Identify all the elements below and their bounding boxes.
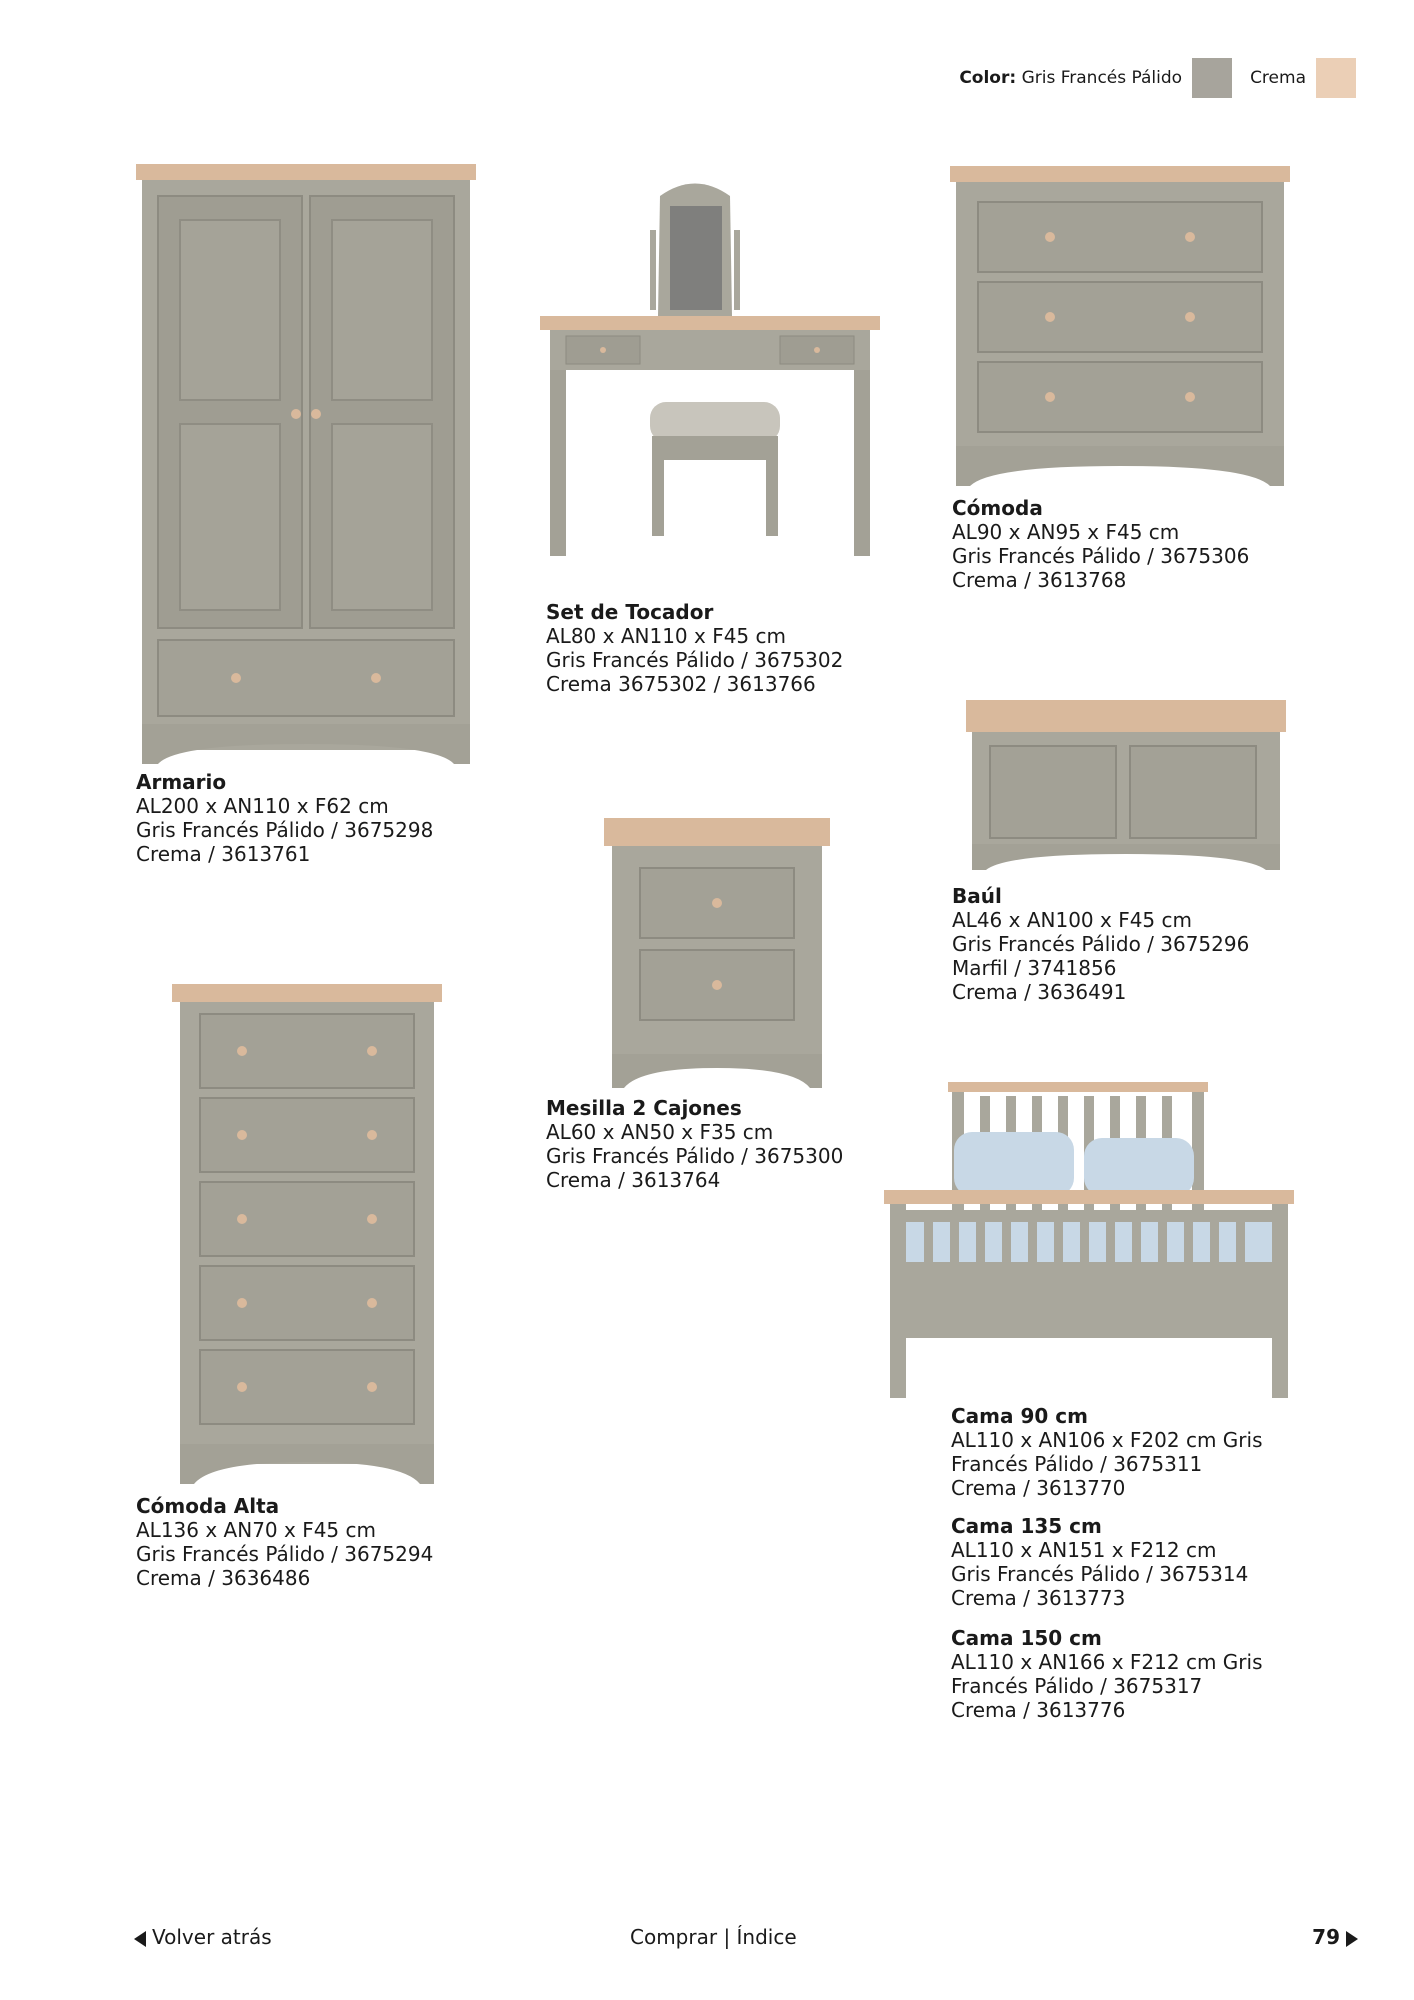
- mesilla-info: [546, 1096, 843, 1192]
- cama150-info: [951, 1626, 1262, 1722]
- next-page-link[interactable]: [1312, 1925, 1358, 1949]
- tocador-ref-gris[interactable]: Gris Francés Pálido / 3675302: [546, 648, 844, 672]
- comoda-alta-ref-crema[interactable]: Crema / 3636486: [136, 1566, 311, 1590]
- cama-image: [884, 1082, 1294, 1398]
- cama90-title: Cama 90 cm: [951, 1404, 1088, 1428]
- cama135-info: [951, 1514, 1248, 1610]
- mesilla-title: Mesilla 2 Cajones: [546, 1096, 742, 1120]
- mesilla-ref-gris[interactable]: Gris Francés Pálido / 3675300: [546, 1144, 844, 1168]
- comoda-ref-gris[interactable]: Gris Francés Pálido / 3675306: [952, 544, 1250, 568]
- swatch-gris[interactable]: [1192, 58, 1232, 98]
- tocador-ref-crema[interactable]: Crema 3675302 / 3613766: [546, 672, 816, 696]
- cama150-ref-gris[interactable]: Francés Pálido / 3675317: [951, 1674, 1203, 1698]
- cama150-title: Cama 150 cm: [951, 1626, 1102, 1650]
- cama135-ref-crema[interactable]: Crema / 3613773: [951, 1586, 1126, 1610]
- crema-label: Crema: [1250, 68, 1306, 88]
- tocador-image: [540, 166, 890, 566]
- tocador-info: [546, 600, 843, 696]
- comoda-alta-title: Cómoda Alta: [136, 1494, 280, 1518]
- baul-title: Baúl: [952, 884, 1002, 908]
- tocador-dims: AL80 x AN110 x F45 cm: [546, 624, 786, 648]
- baul-ref-marfil[interactable]: Marfil / 3741856: [952, 956, 1117, 980]
- armario-ref-gris[interactable]: Gris Francés Pálido / 3675298: [136, 818, 434, 842]
- mesilla-dims: AL60 x AN50 x F35 cm: [546, 1120, 774, 1144]
- back-link[interactable]: [134, 1925, 272, 1949]
- baul-ref-crema[interactable]: Crema / 3636491: [952, 980, 1127, 1004]
- mesilla-ref-crema[interactable]: Crema / 3613764: [546, 1168, 721, 1192]
- armario-title: Armario: [136, 770, 227, 794]
- cama90-info: [951, 1404, 1262, 1500]
- armario-image: [136, 164, 476, 764]
- baul-dims: AL46 x AN100 x F45 cm: [952, 908, 1192, 932]
- cama90-dims: AL110 x AN106 x F202 cm Gris: [951, 1428, 1263, 1452]
- color-selector: [959, 58, 1356, 98]
- armario-dims: AL200 x AN110 x F62 cm: [136, 794, 389, 818]
- footer-nav[interactable]: [630, 1925, 797, 1949]
- cama135-ref-gris[interactable]: Gris Francés Pálido / 3675314: [951, 1562, 1249, 1586]
- comoda-alta-ref-gris[interactable]: Gris Francés Pálido / 3675294: [136, 1542, 434, 1566]
- comoda-dims: AL90 x AN95 x F45 cm: [952, 520, 1180, 544]
- baul-image: [966, 700, 1286, 870]
- comoda-info: [952, 496, 1249, 592]
- comoda-alta-info: [136, 1494, 433, 1590]
- page-number: 79: [1312, 1925, 1340, 1949]
- baul-ref-gris[interactable]: Gris Francés Pálido / 3675296: [952, 932, 1250, 956]
- tocador-title: Set de Tocador: [546, 600, 714, 624]
- cama90-ref-crema[interactable]: Crema / 3613770: [951, 1476, 1126, 1500]
- cama150-ref-crema[interactable]: Crema / 3613776: [951, 1698, 1126, 1722]
- cama135-title: Cama 135 cm: [951, 1514, 1102, 1538]
- comoda-image: [950, 166, 1290, 486]
- comoda-ref-crema[interactable]: Crema / 3613768: [952, 568, 1127, 592]
- swatch-crema[interactable]: [1316, 58, 1356, 98]
- armario-ref-crema[interactable]: Crema / 3613761: [136, 842, 311, 866]
- color-value: Gris Francés Pálido: [1021, 68, 1183, 88]
- armario-info: [136, 770, 433, 866]
- cama150-dims: AL110 x AN166 x F212 cm Gris: [951, 1650, 1263, 1674]
- color-label: Color:: [959, 68, 1017, 88]
- comoda-alta-image: [172, 984, 442, 1484]
- baul-info: [952, 884, 1249, 1004]
- mesilla-image: [604, 818, 830, 1088]
- arrow-right-icon: [1346, 1931, 1358, 1947]
- cama90-ref-gris[interactable]: Francés Pálido / 3675311: [951, 1452, 1203, 1476]
- comoda-alta-dims: AL136 x AN70 x F45 cm: [136, 1518, 376, 1542]
- footer-nav-label: Comprar | Índice: [630, 1925, 797, 1949]
- back-label: Volver atrás: [152, 1925, 272, 1949]
- arrow-left-icon: [134, 1931, 146, 1947]
- comoda-title: Cómoda: [952, 496, 1043, 520]
- cama135-dims: AL110 x AN151 x F212 cm: [951, 1538, 1217, 1562]
